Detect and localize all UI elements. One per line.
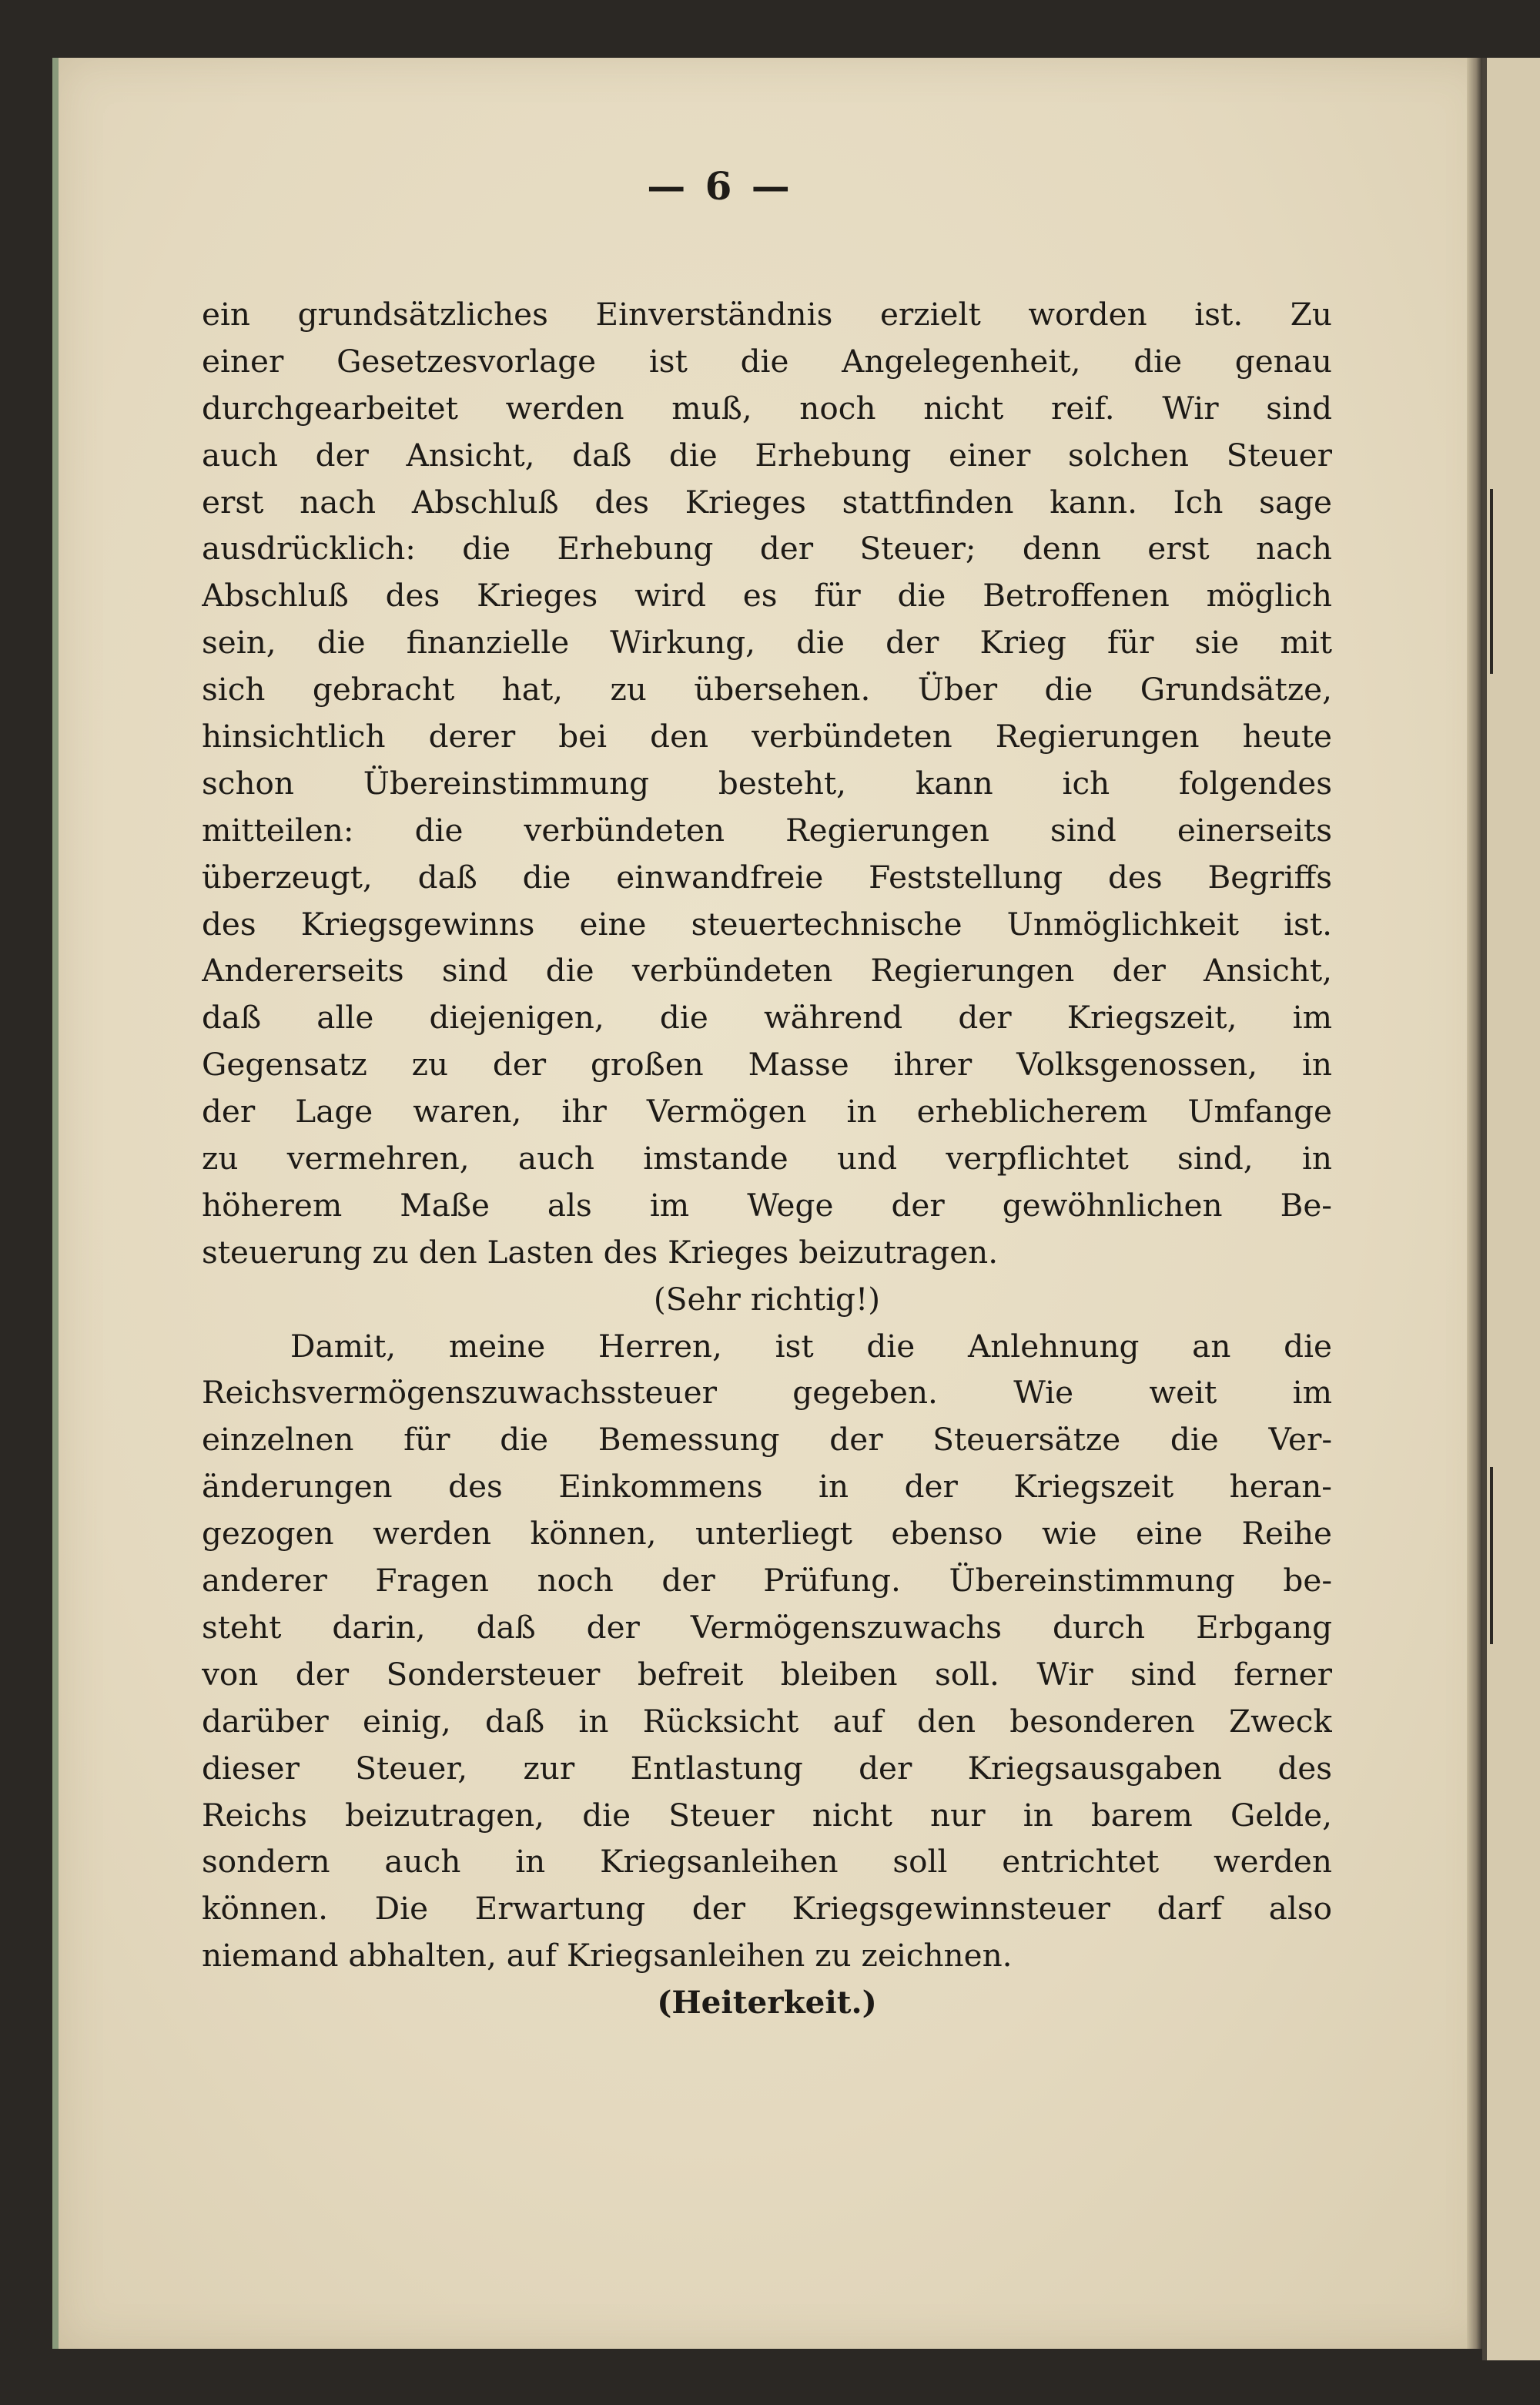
text-line: steht darin, daß der Vermögenszuwachs durch Erbgang xyxy=(202,1608,1332,1646)
text-line: erst nach Abschluß des Krieges stattfinden kann. Ich sage xyxy=(202,483,1332,521)
text-line: daß alle diejenigen, die während der Kriegszeit, im xyxy=(202,999,1332,1037)
text-line: von der Sondersteuer befreit bleiben soll. Wir sind ferner xyxy=(202,1655,1332,1693)
text-line: überzeugt, daß die einwandfreie Feststellung des Begriffs xyxy=(202,858,1332,896)
text-line: mitteilen: die verbündeten Regierungen sind einerseits xyxy=(202,811,1332,849)
text-line: ausdrücklich: die Erhebung der Steuer; denn erst nach xyxy=(202,530,1332,568)
margin-mark xyxy=(1490,1467,1493,1644)
text-line: dieser Steuer, zur Entlastung der Kriegsausgaben des xyxy=(202,1749,1332,1787)
text-line: darüber einig, daß in Rücksicht auf den besonderen Zweck xyxy=(202,1702,1332,1740)
text-line: auch der Ansicht, daß die Erhebung einer solchen Steuer xyxy=(202,436,1332,474)
text-line: gezogen werden können, unterliegt ebenso wie eine Reihe xyxy=(202,1515,1332,1553)
text-line: des Kriegsgewinns eine steuertechnische Unmöglichkeit ist. xyxy=(202,905,1332,943)
facing-page-shadow xyxy=(1482,58,1487,2360)
text-line: Reichs beizutragen, die Steuer nicht nur in barem Gelde, xyxy=(202,1796,1332,1834)
facing-page-edge xyxy=(1482,58,1540,2360)
text-line: änderungen des Einkommens in der Kriegszeit heran- xyxy=(202,1468,1332,1506)
text-line: Andererseits sind die verbündeten Regierungen der Ansicht, xyxy=(202,952,1332,990)
text-line: der Lage waren, ihr Vermögen in erheblicherem Umfange xyxy=(202,1093,1332,1130)
page-number: — 6 — xyxy=(647,163,793,209)
text-line: Damit, meine Herren, ist die Anlehnung an die xyxy=(290,1327,1332,1365)
text-line: (Heiterkeit.) xyxy=(657,1984,877,2021)
text-line: hinsichtlich derer bei den verbündeten Regierungen heute xyxy=(202,718,1332,755)
text-line: Abschluß des Krieges wird es für die Betroffenen möglich xyxy=(202,577,1332,615)
text-line: schon Übereinstimmung besteht, kann ich folgendes xyxy=(202,764,1332,802)
text-line: Gegensatz zu der großen Masse ihrer Volksgenossen, in xyxy=(202,1046,1332,1084)
margin-mark xyxy=(1490,489,1493,674)
text-line: einzelnen für die Bemessung der Steuersätze die Ver- xyxy=(202,1421,1332,1459)
text-line: anderer Fragen noch der Prüfung. Übereinstimmung be- xyxy=(202,1562,1332,1599)
page-gutter xyxy=(1467,58,1482,2349)
body-text xyxy=(202,291,1332,2026)
text-line: ein grundsätzliches Einverständnis erzielt worden ist. Zu xyxy=(202,296,1332,333)
text-line: sich gebracht hat, zu übersehen. Über die Grundsätze, xyxy=(202,671,1332,708)
text-line: können. Die Erwartung der Kriegsgewinnsteuer darf also xyxy=(202,1890,1332,1928)
text-line: sein, die finanzielle Wirkung, die der Krieg für sie mit xyxy=(202,624,1332,662)
text-line: steuerung zu den Lasten des Krieges beizutragen. xyxy=(202,1233,999,1271)
text-line: Reichsvermögenszuwachssteuer gegeben. Wie weit im xyxy=(202,1374,1332,1412)
text-line: zu vermehren, auch imstande und verpflichtet sind, in xyxy=(202,1140,1332,1177)
text-line: durchgearbeitet werden muß, noch nicht reif. Wir sind xyxy=(202,389,1332,427)
text-line: einer Gesetzesvorlage ist die Angelegenheit, die genau xyxy=(202,342,1332,380)
text-line: höherem Maße als im Wege der gewöhnlichen Be- xyxy=(202,1186,1332,1224)
text-line: (Sehr richtig!) xyxy=(653,1280,881,1318)
text-line: niemand abhalten, auf Kriegsanleihen zu zeichnen. xyxy=(202,1937,1013,1975)
text-line: sondern auch in Kriegsanleihen soll entrichtet werden xyxy=(202,1843,1332,1881)
